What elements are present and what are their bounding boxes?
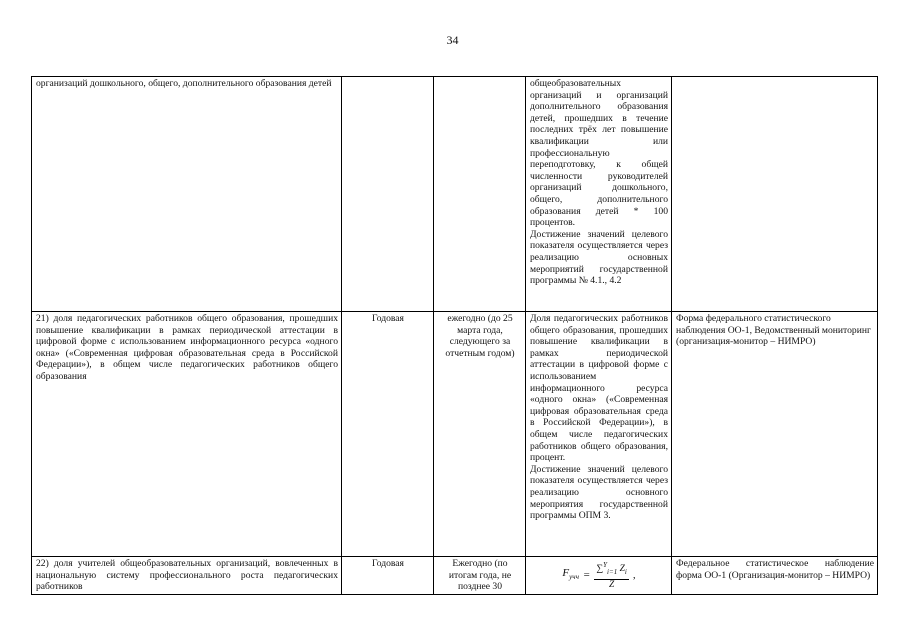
source-text: Форма федерального статистического наблюдения ОО-1, Ведомственный мониторинг (организация-монитор – НИМРО) (676, 313, 871, 348)
source-cell (672, 77, 878, 312)
periodicity-cell (342, 557, 434, 595)
deadline-cell (434, 557, 526, 595)
method-text: Доля педагогических работников общего образования, прошедших повышение квалификации в рамках периодической аттестации в цифровой форме с использованием информационного ресурса «одного окна» («Современная цифровая образовательная среда в Российской Федерации»), в общем числе педагогических работников общего образования, процент. (530, 313, 668, 464)
deadline-cell (434, 77, 526, 312)
method-text: общеобразовательных организаций и организаций дополнительного образования детей, прошедших в течение последних трёх лет повышение квалификации или профессиональную переподготовку, к общей численности руководителей организаций дошкольного, общего, дополнительного образования детей * 100 процентов. (530, 78, 668, 229)
method-cell (526, 557, 672, 595)
source-cell (672, 312, 878, 557)
page-number: 34 (446, 33, 459, 47)
deadline-cell (434, 312, 526, 557)
periodicity-text: Годовая (372, 558, 404, 569)
indicator-text: организаций дошкольного, общего, дополнительного образования детей (36, 78, 332, 89)
method-cell (526, 77, 672, 312)
table-row (32, 557, 878, 595)
indicator-text: 21) доля педагогических работников общего образования, прошедших повышение квалификации в рамках периодической аттестации в цифровой форме с использованием информационного ресурса «одного окна» («Современная цифровая образовательная среда в Российской Федерации»), в общем числе педагогических работников общего образования (36, 313, 338, 382)
source-cell (672, 557, 878, 595)
method-cell (526, 312, 672, 557)
indicators-table (31, 76, 878, 595)
formula-fraction: $\frac{\sum^Y_{i=1} Z_i}{Z}$ (596, 561, 627, 590)
indicator-cell (32, 557, 342, 595)
periodicity-cell (342, 77, 434, 312)
indicator-cell (32, 312, 342, 557)
method-extra-text: Достижение значений целевого показателя осуществляется через реализацию основного мероприятия государственной программы ОПМ 3. (530, 463, 668, 522)
deadline-text: Ежегодно (по итогам года, не позднее 30 (448, 558, 512, 593)
periodicity-cell (342, 312, 434, 557)
deadline-text: ежегодно (до 25 марта года, следующего за отчетным годом) (445, 313, 515, 359)
indicator-text: 22) доля учителей общеобразовательных организаций, вовлеченных в национальную систему профессионального роста педагогических работников (36, 558, 338, 593)
method-extra-text: Достижение значений целевого показателя осуществляется через реализацию основных мероприятий государственной программы № 4.1., 4.2 (530, 228, 668, 287)
table-row (32, 312, 878, 557)
source-text: Федеральное статистическое наблюдение форма ОО-1 (Организация-монитор – НИМРО) (676, 558, 874, 581)
periodicity-text: Годовая (372, 313, 404, 324)
indicator-cell (32, 77, 342, 312)
formula: $F_{учч}$ = $\frac{\sum^Y_{i=1} Z_i}{Z}$ , (562, 561, 636, 590)
table-row (32, 77, 878, 312)
